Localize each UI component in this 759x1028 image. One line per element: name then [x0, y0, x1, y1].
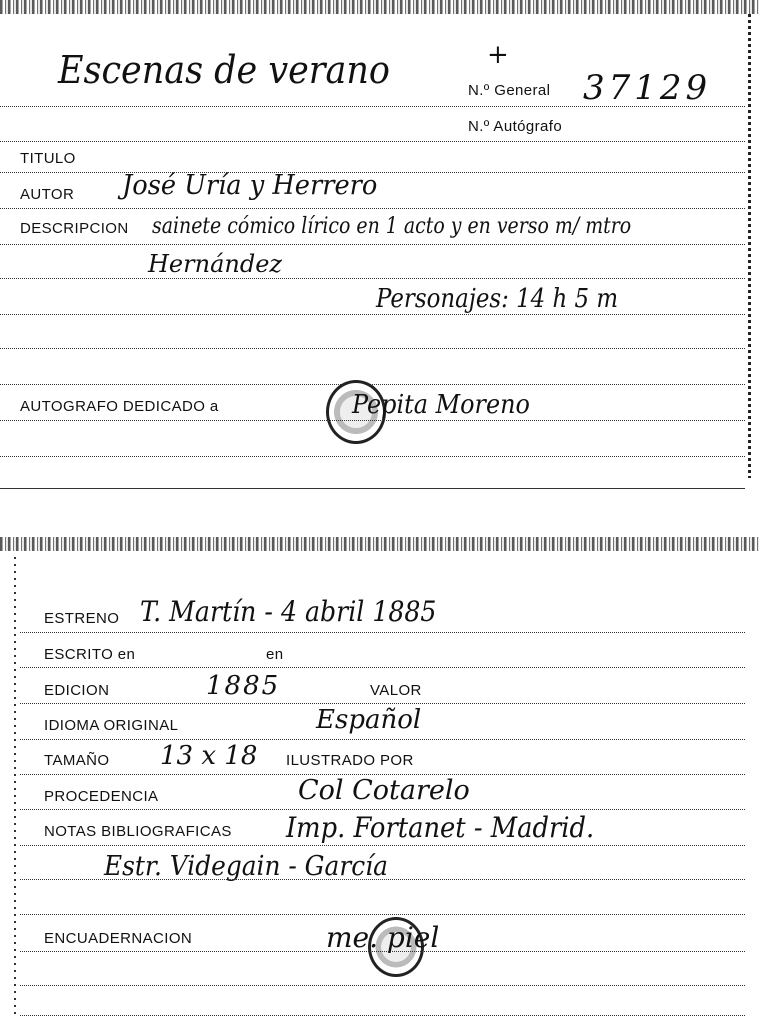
rule [20, 667, 745, 668]
title-handwritten: Escenas de verano [58, 48, 390, 92]
escrito-en-label: en [266, 646, 284, 663]
descripcion-label: DESCRIPCION [20, 220, 129, 237]
notas-line2: Estr. Videgain - García [104, 851, 388, 882]
autografo-label: N.º Autógrafo [468, 118, 563, 135]
tamano-value: 13 x 18 [160, 741, 258, 771]
rule [20, 809, 745, 810]
rule [20, 845, 745, 846]
general-number-value: 37129 [583, 68, 712, 108]
catalog-card-bottom [0, 537, 759, 1028]
rule [20, 632, 745, 633]
general-number-label: N.º General [468, 82, 551, 99]
idioma-label: IDIOMA ORIGINAL [44, 717, 179, 734]
tamano-label: TAMAÑO [44, 752, 110, 769]
card-edge-right [748, 14, 751, 478]
dedicado-label: AUTOGRAFO DEDICADO a [20, 398, 219, 415]
rule [20, 914, 745, 915]
catalog-card-top [0, 0, 759, 492]
rule [20, 739, 745, 740]
rule [0, 456, 745, 457]
autor-label: AUTOR [20, 186, 75, 203]
ilustrado-label: ILUSTRADO POR [286, 752, 414, 769]
rule [20, 879, 745, 880]
notas-label: NOTAS BIBLIOGRAFICAS [44, 823, 232, 840]
dedicado-value: Pepita Moreno [352, 390, 530, 420]
general-mark: + [487, 40, 509, 70]
rule [0, 244, 745, 245]
card-bottom-edge [0, 488, 745, 489]
rule [0, 314, 745, 315]
rule [20, 703, 745, 704]
estreno-label: ESTRENO [44, 610, 120, 627]
edicion-value: 1885 [206, 671, 281, 701]
autor-value: José Uría y Herrero [122, 170, 378, 201]
valor-label: VALOR [370, 682, 422, 699]
rule [0, 348, 745, 349]
personajes: Personajes: 14 h 5 m [376, 284, 619, 314]
encuadernacion-label: ENCUADERNACION [44, 930, 193, 947]
descripcion-line2: Hernández [148, 250, 283, 278]
rule [0, 278, 745, 279]
rule [0, 141, 745, 142]
edicion-label: EDICION [44, 682, 110, 699]
scan-noise-top [0, 0, 759, 14]
escrito-label: ESCRITO en [44, 646, 136, 663]
encuadernacion-value: me. piel [326, 921, 440, 954]
titulo-label: TITULO [20, 150, 76, 167]
rule [0, 208, 745, 209]
rule [20, 985, 745, 986]
descripcion-line1: sainete cómico lírico en 1 acto y en verso m/ mtro [152, 214, 632, 239]
scan-noise-bottom [0, 537, 759, 551]
idioma-value: Español [316, 705, 422, 735]
rule [20, 1015, 745, 1016]
rule [0, 106, 745, 107]
procedencia-label: PROCEDENCIA [44, 788, 159, 805]
estreno-value: T. Martín - 4 abril 1885 [140, 595, 437, 628]
procedencia-value: Col Cotarelo [298, 775, 470, 806]
rule [0, 420, 745, 421]
card-edge-left [14, 557, 16, 1018]
rule [20, 951, 745, 952]
notas-line1: Imp. Fortanet - Madrid. [286, 811, 595, 844]
